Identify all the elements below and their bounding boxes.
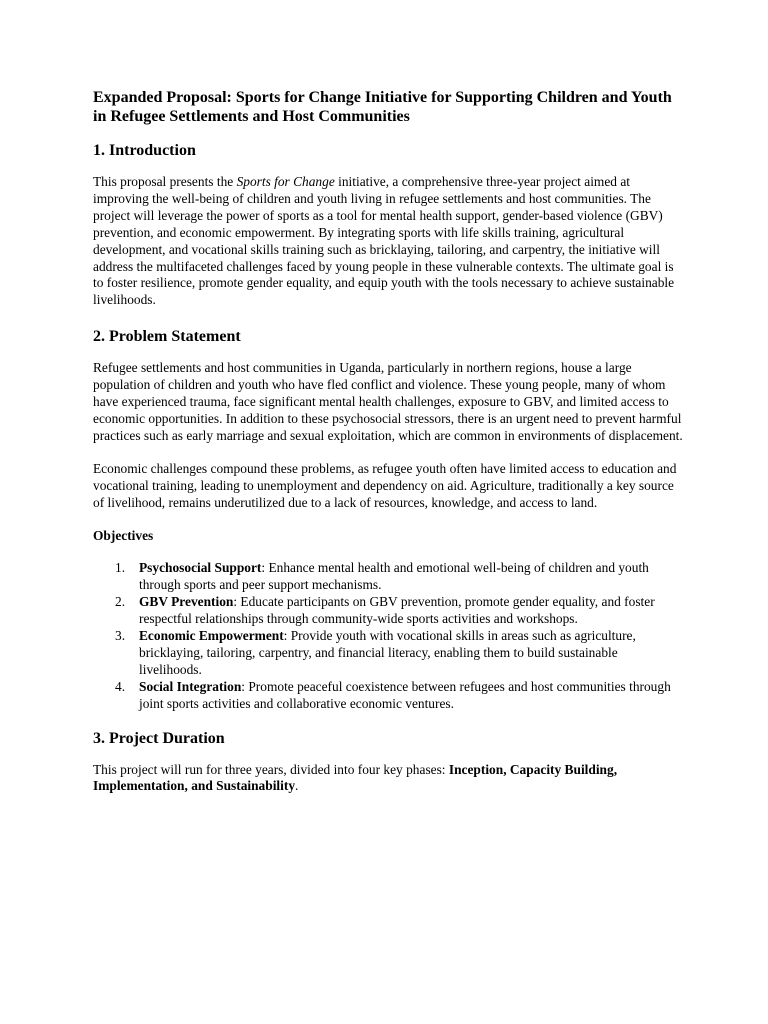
document-title: Expanded Proposal: Sports for Change Initiative for Supporting Children and Youth in Refugee Settlements and Host Communities: [93, 89, 672, 125]
objective-text: : Promote peaceful coexistence between refugees and host communities through joint sports activities and collaborative economic ventures.: [139, 678, 671, 711]
phase-names: Inception, Capacity Building, Implementation, and Sustainability: [93, 761, 618, 794]
objective-text: : Provide youth with vocational skills in areas such as agriculture, bricklaying, tailoring, carpentry, and financial literacy, enabling them to build sustainable livelihoods.: [139, 628, 636, 677]
list-item: [93, 594, 683, 628]
list-number: 3.: [115, 628, 126, 644]
duration-paragraph: [93, 762, 683, 796]
problem-statement-heading: 2. Problem Statement: [93, 328, 241, 346]
introduction-heading: 1. Introduction: [93, 142, 196, 159]
introduction-paragraph: [93, 174, 683, 309]
objective-text: : Enhance mental health and emotional well-being of children and youth through sports and peer support mechanisms.: [139, 560, 649, 593]
objective-text: : Educate participants on GBV prevention, promote gender equality, and foster respectful relationships through community-wide sports activities and workshops.: [139, 594, 655, 627]
objectives-list: [93, 560, 683, 712]
duration-text-start: This project will run for three years, divided into four key phases:: [93, 761, 449, 777]
list-number: 4.: [115, 678, 126, 694]
objective-term: Psychosocial Support: [139, 560, 262, 576]
objective-term: Economic Empowerment: [139, 628, 284, 644]
problem-paragraph-2: Economic challenges compound these problems, as refugee youth often have limited access to education and vocational training, leading to unemployment and dependency on aid. Agriculture, traditionally a key source of livelihood, remains underutilized due to a lack of resources, knowledge, and access to land.: [93, 460, 677, 510]
list-number: 2.: [115, 594, 126, 610]
objective-term: GBV Prevention: [139, 594, 234, 610]
problem-paragraph-1: Refugee settlements and host communities in Uganda, particularly in northern regions, house a large population of children and youth who have fled conflict and violence. These young people, many of whom have experienced trauma, face significant mental health challenges, exposure to GBV, and limited access to economic opportunities. In addition to these psychosocial stressors, there is an urgent need to prevent harmful practices such as early marriage and sexual exploitation, which are common in environments of displacement.: [93, 360, 683, 443]
objectives-heading: Objectives: [93, 527, 154, 543]
introduction-text-start: This proposal presents the: [93, 174, 237, 189]
list-item: [93, 628, 683, 679]
initiative-name: Sports for Change: [236, 174, 335, 189]
duration-text-end: .: [295, 778, 299, 794]
project-duration-heading: 3. Project Duration: [93, 729, 225, 747]
introduction-text-rest: initiative, a comprehensive three-year project aimed at improving the well-being of children and youth living in refugee settlements and host communities. The project will leverage the power of sports as a tool for mental health support, gender-based violence (GBV) prevention, and economic empowerment. By integrating sports with life skills training, agricultural development, and vocational skills training such as bricklaying, tailoring, and carpentry, the initiative will address the multifaceted challenges faced by young people in these vulnerable contexts. The ultimate goal is to foster resilience, promote gender equality, and equip youth with the tools necessary to achieve sustainable livelihoods.: [93, 174, 675, 308]
list-item: [93, 560, 683, 594]
document-page: [93, 88, 683, 811]
list-item: [93, 679, 683, 713]
list-number: 1.: [115, 560, 126, 576]
objective-term: Social Integration: [139, 678, 242, 694]
